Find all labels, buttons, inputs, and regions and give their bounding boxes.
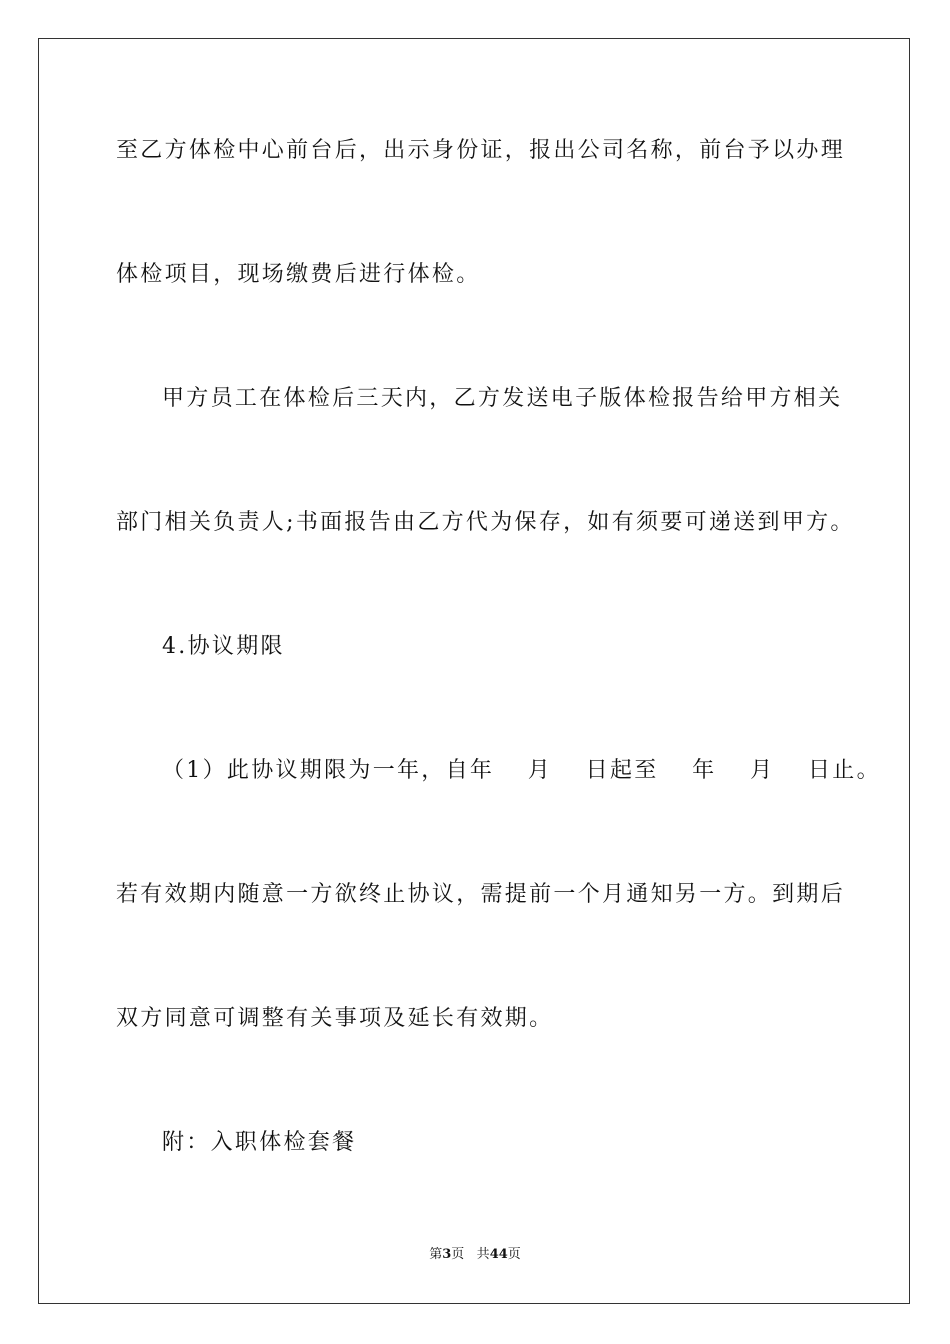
section-heading: 4.协议期限 bbox=[162, 634, 285, 659]
total-prefix: 共 bbox=[476, 1247, 490, 1262]
body-text-line: 体检项目，现场缴费后进行体检。 bbox=[116, 262, 481, 287]
total-pages: 44 bbox=[489, 1247, 508, 1262]
body-text-line: （1）此协议期限为一年，自年 月 日起至 年 月 日止。 bbox=[162, 758, 881, 783]
page-prefix: 第 bbox=[429, 1247, 443, 1262]
body-text-line: 甲方员工在体检后三天内，乙方发送电子版体检报告给甲方相关 bbox=[162, 386, 843, 411]
page-number: 3 bbox=[442, 1247, 452, 1262]
page-suffix: 页 bbox=[451, 1247, 465, 1262]
body-text-line: 部门相关负责人;书面报告由乙方代为保存，如有须要可递送到甲方。 bbox=[116, 510, 855, 535]
body-text-line: 若有效期内随意一方欲终止协议，需提前一个月通知另一方。到期后 bbox=[116, 882, 846, 907]
body-text-line: 至乙方体检中心前台后，出示身份证，报出公司名称，前台予以办理 bbox=[116, 138, 846, 163]
page-footer bbox=[0, 1246, 950, 1264]
appendix-heading: 附：入职体检套餐 bbox=[162, 1130, 357, 1155]
body-text-line: 双方同意可调整有关事项及延长有效期。 bbox=[116, 1006, 554, 1031]
page-border bbox=[38, 38, 910, 1304]
total-suffix: 页 bbox=[507, 1247, 521, 1262]
